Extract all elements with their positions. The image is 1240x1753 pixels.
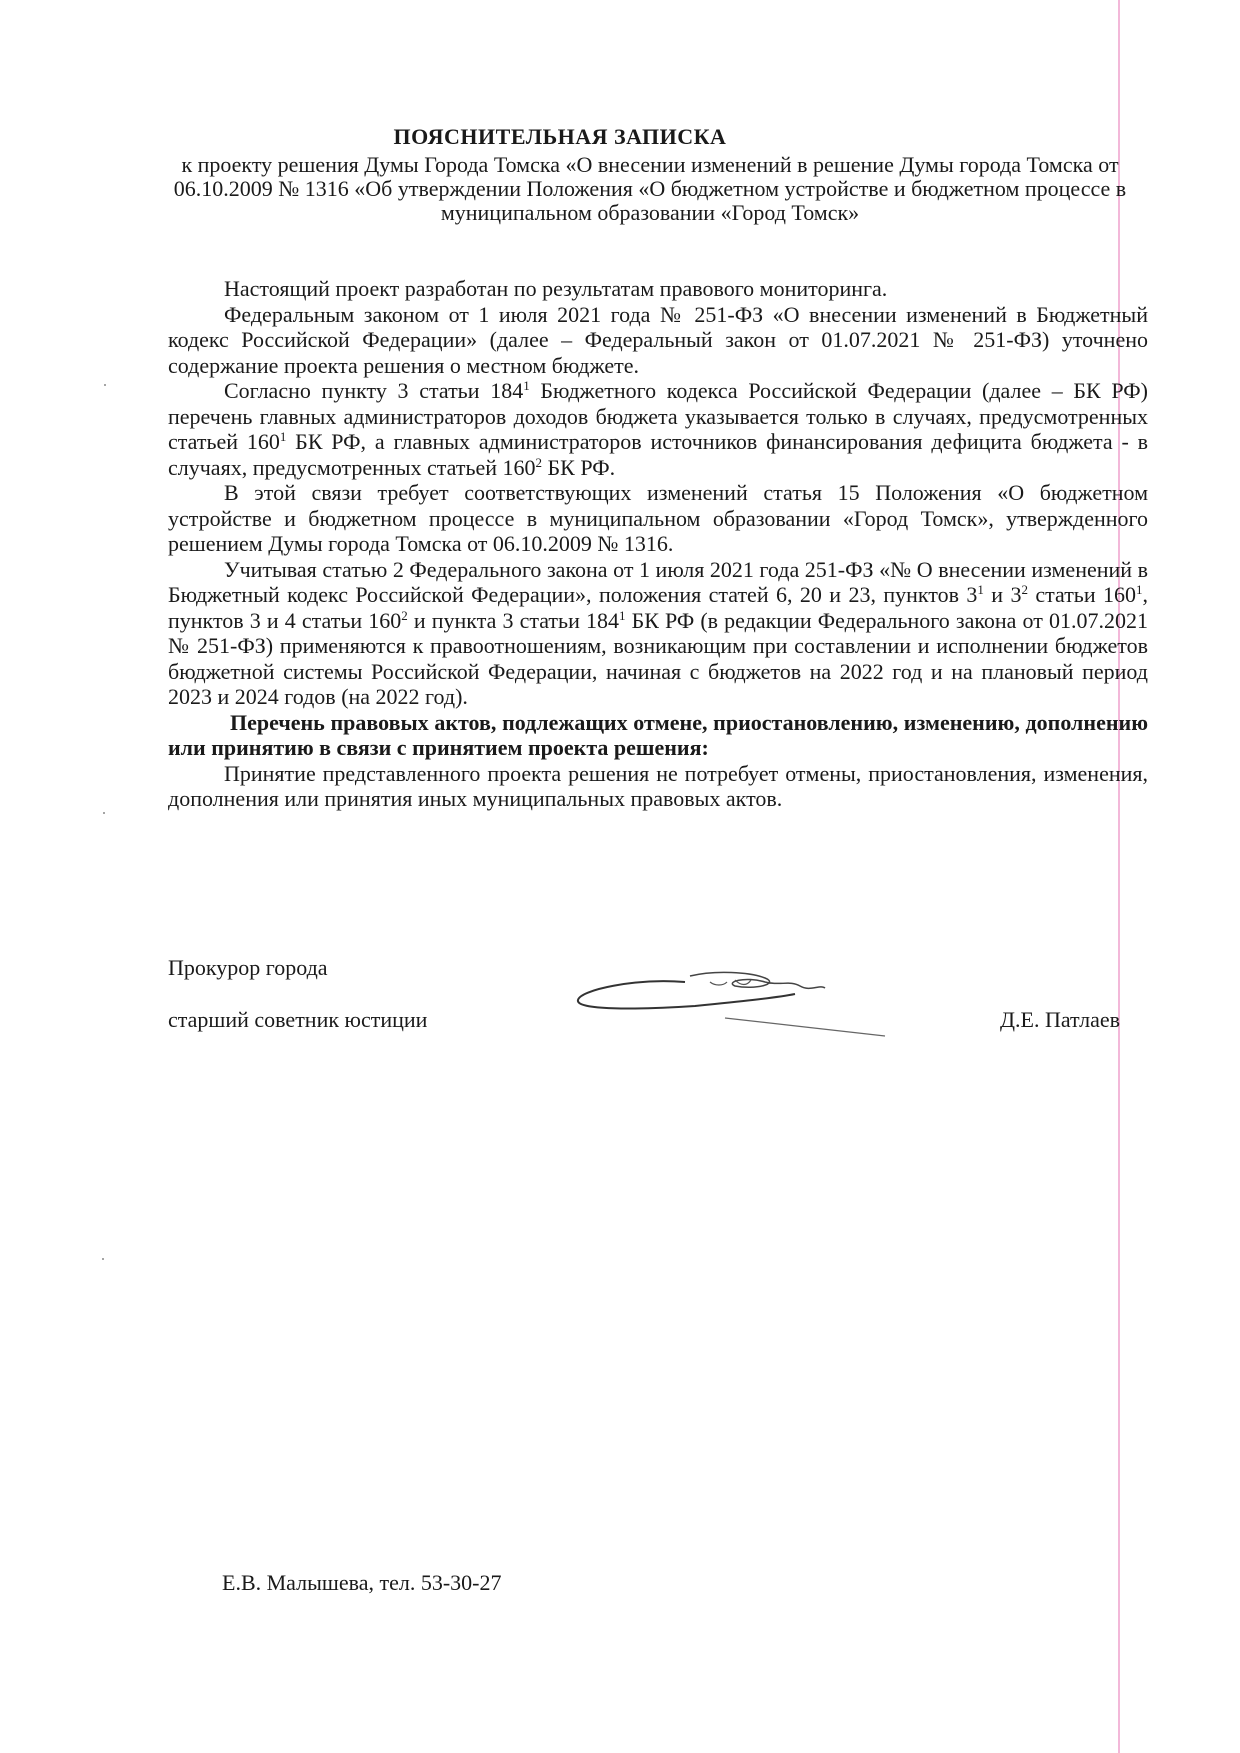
document-title: ПОЯСНИТЕЛЬНАЯ ЗАПИСКА: [393, 124, 727, 149]
document-subtitle: к проекту решения Думы Города Томска «О внесении изменений в решение Думы города Томска от 06.10.2009 № 1316 «Об утверждении Положения «О бюджетном устройстве и бюджетном процессе в муниципальном образовании «Город Томск»: [173, 152, 1127, 225]
scan-speck: [104, 384, 106, 386]
signer-position-line-2: старший советник юстиции: [168, 1007, 428, 1032]
handwritten-signature: [575, 968, 895, 1048]
paragraph-1: Настоящий проект разработан по результатам правового мониторинга.: [224, 276, 888, 301]
document-body: [168, 276, 1148, 812]
scan-speck: [103, 812, 105, 814]
paragraph-5: Учитывая статью 2 Федерального закона от 1 июля 2021 года 251-ФЗ «№ О внесении изменений в Бюджетный кодекс Российской Федерации», положения статей 6, 20 и 23, пунктов $3^1$ и $3^2$ статьи $160^1$, пунктов 3 и 4 статьи $160^2$ и пункта 3 статьи $184^1$ БК РФ (в редакции Федерального закона от 01.07.2021 № 251-ФЗ) применяются к правоотношениям, возникающим при составлении и исполнении бюджетов бюджетной системы Российской Федерации, начиная с бюджетов на 2022 год и на плановый период 2023 и 2024 годов (на 2022 год).: [168, 556, 1149, 709]
paragraph-3: Согласно пункту 3 статьи $184^1$ Бюджетного кодекса Российской Федерации (далее – БК РФ) перечень главных администраторов доходов бюджета указывается только в случаях, предусмотренных статьей $160^1$ БК РФ, а главных администраторов источников финансирования дефицита бюджета - в случаях, предусмотренных статьей $160^2$ БК РФ.: [168, 378, 1149, 480]
margin-line: [1118, 0, 1120, 1753]
paragraph-6: Принятие представленного проекта решения не потребует отмены, приостановления, изменения, дополнения или принятия иных муниципальных правовых актов.: [168, 760, 1148, 811]
paragraph-2: Федеральным законом от 1 июля 2021 года № 251-ФЗ «О внесении изменений в Бюджетный кодекс Российской Федерации» (далее – Федеральный закон от 01.07.2021 № 251-ФЗ) уточнено содержание проекта решения о местном бюджете.: [168, 301, 1148, 378]
contact-info: Е.В. Малышева, тел. 53-30-27: [222, 1570, 502, 1595]
scan-speck: [102, 1258, 104, 1260]
paragraph-4: В этой связи требует соответствующих изменений статья 15 Положения «О бюджетном устройстве и бюджетном процессе в муниципальном образовании «Город Томск», утвержденного решением Думы города Томска от 06.10.2009 № 1316.: [168, 480, 1148, 556]
signer-name: Д.Е. Патлаев: [1000, 1007, 1120, 1032]
heading-legal-acts: Перечень правовых актов, подлежащих отмене, приостановлению, изменению, дополнению или принятию в связи с принятием проекта решения:: [168, 709, 1148, 760]
signer-position-line-1: Прокурор города: [168, 955, 328, 980]
